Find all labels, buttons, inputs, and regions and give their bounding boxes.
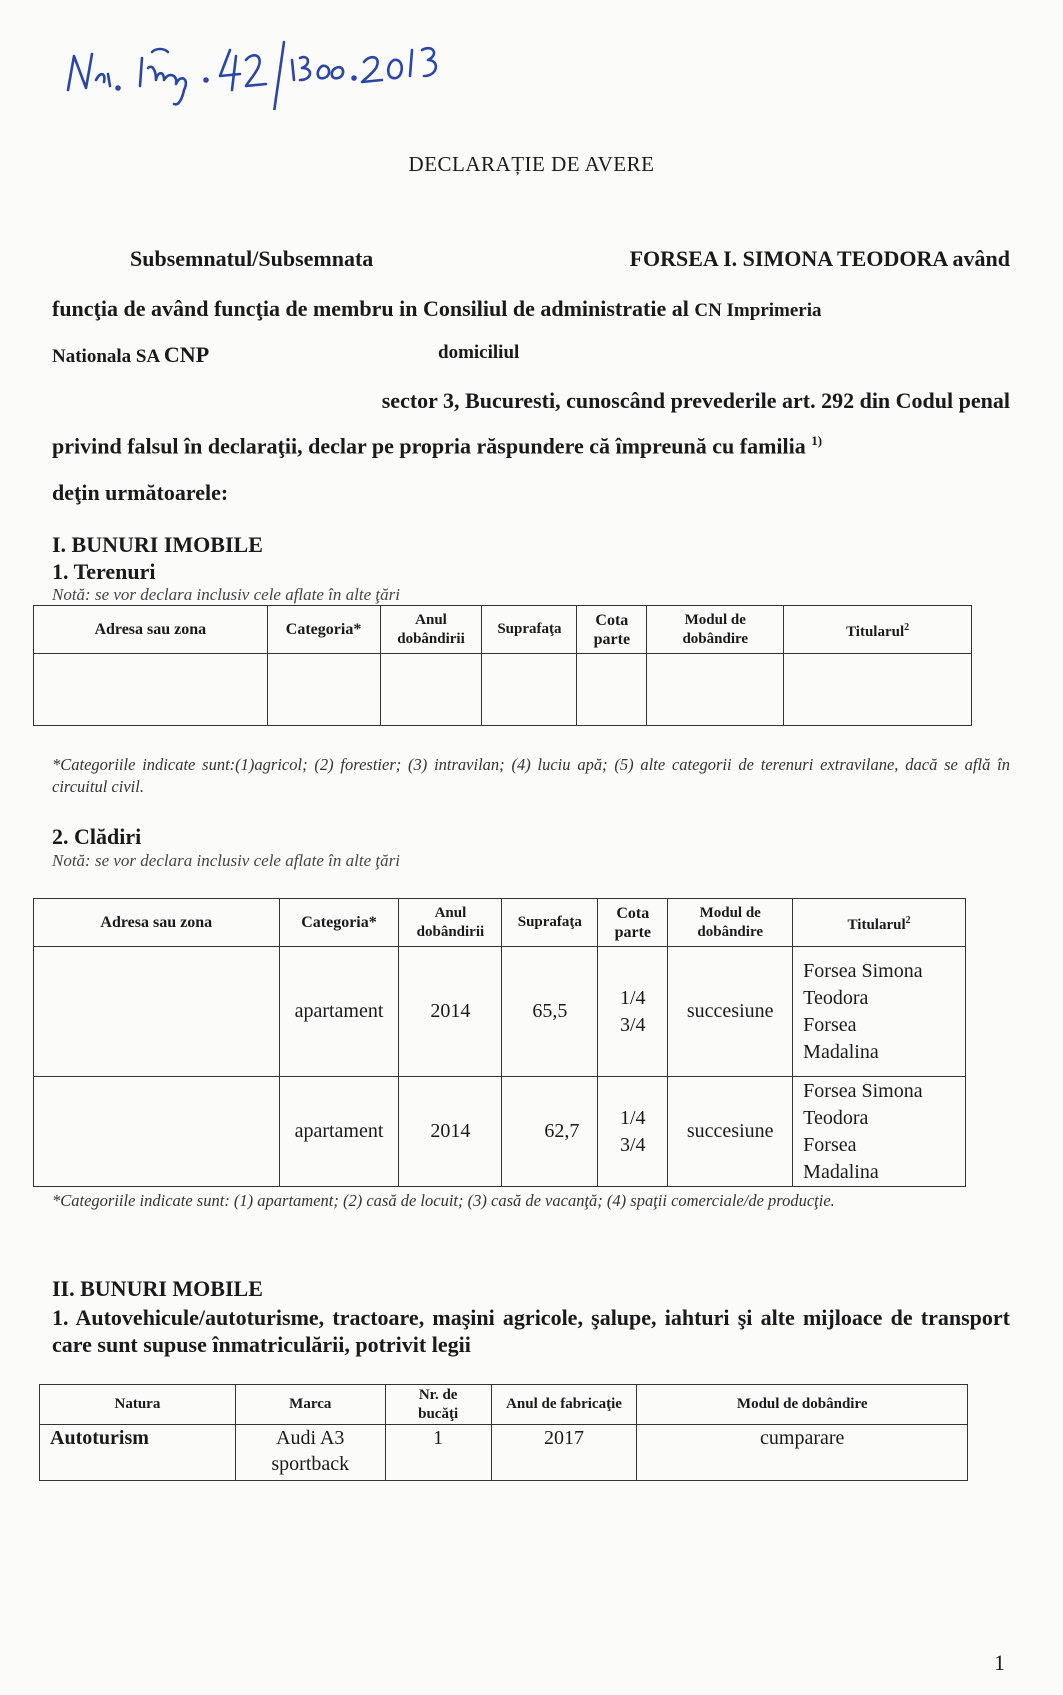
intro-line-5-text: privind falsul în declaraţii, declar pe propria răspundere că împreună cu familia [52, 433, 812, 459]
cladiri-table [33, 898, 966, 1187]
declarant-name-line [630, 246, 1010, 272]
cell-categoria: apartament [279, 1077, 399, 1187]
cnp-label: CNP [163, 342, 210, 367]
table-row [34, 1077, 966, 1187]
col-anul-fabricatie: Anul de fabricaţie [491, 1385, 637, 1425]
terenuri-footnote: *Categoriile indicate sunt:(1)agricol; (2) forestier; (3) intravilan; (4) luciu apă; (5) alte categorii de terenuri extravilane, dacă se află în circuitul civil. [52, 755, 1010, 796]
col-adresa: Adresa sau zona [34, 899, 280, 947]
cladiri-footnote: *Categoriile indicate sunt: (1) apartament; (2) casă de locuit; (3) casă de vacanţă; (4) spaţii comerciale/de producţie. [52, 1191, 835, 1210]
col-categoria: Categoria* [279, 899, 399, 947]
col-modul-dobandire: Modul de dobândire [637, 1385, 968, 1425]
table-row [34, 947, 966, 1077]
col-anul: Anul dobândirii [399, 899, 502, 947]
cell-titular: Forsea Simona Teodora Forsea Madalina [793, 947, 966, 1077]
table-row [40, 1425, 968, 1481]
declarant-name: FORSEA I. SIMONA TEODORA [629, 246, 948, 271]
col-modul: Modul de dobândire [668, 899, 793, 947]
terenuri-header-row [34, 606, 972, 654]
section-2-title: II. BUNURI MOBILE [52, 1276, 263, 1301]
col-titular: Titularul$^2$ [793, 899, 966, 947]
document-title: DECLARAȚIE DE AVERE [408, 152, 655, 176]
col-categoria: Categoria* [267, 606, 380, 654]
section-1-1-title: 1. Terenuri [52, 559, 156, 584]
col-modul: Modul de dobândire [647, 606, 784, 654]
cell-nr-bucati: 1 [385, 1425, 491, 1481]
terenuri-empty-row [34, 654, 972, 726]
section-1-1-note: Notă: se vor declara inclusiv cele aflate în alte ţări [52, 585, 400, 604]
intro-line-2 [52, 296, 1010, 322]
autovehicule-table [39, 1384, 968, 1481]
col-nr-bucati: Nr. de bucăţi [385, 1385, 491, 1425]
cell-anul: 2014 [399, 947, 502, 1077]
autovehicule-header-row [40, 1385, 968, 1425]
col-suprafata: Suprafaţa [482, 606, 577, 654]
intro-line-3 [52, 342, 1010, 368]
cell-marca: Audi A3 sportback [235, 1425, 385, 1481]
col-titular: Titularul$^2$ [784, 606, 972, 654]
intro-line-4: sector 3, Bucuresti, cunoscând prevederile art. 292 din Codul penal [381, 388, 1010, 413]
section-1-title: I. BUNURI IMOBILE [52, 532, 263, 557]
subsemnatul-label: Subsemnatul/Subsemnata [130, 246, 374, 271]
cell-anul: 2014 [399, 1077, 502, 1187]
terenuri-table [33, 605, 972, 726]
cladiri-header-row [34, 899, 966, 947]
cell-cota: 1/4 3/4 [598, 1077, 668, 1187]
col-adresa: Adresa sau zona [34, 606, 268, 654]
intro-line-6: deţin următoarele: [52, 480, 229, 505]
cell-categoria: apartament [279, 947, 399, 1077]
footnote-ref-1: 1) [811, 433, 823, 448]
col-cota: Cota parte [598, 899, 668, 947]
cell-natura: Autoturism [40, 1425, 236, 1481]
section-2-1-title: 1. Autovehicule/autoturisme, tractoare, maşini agricole, şalupe, iahturi şi alte mijloace de transport care sunt supuse înmatriculării, potrivit legii [52, 1305, 1010, 1357]
page-number: 1 [994, 1650, 1005, 1675]
avand-text: având [947, 246, 1010, 271]
cell-suprafata: 62,7 [502, 1077, 598, 1187]
col-cota: Cota parte [577, 606, 647, 654]
section-1-2-note: Notă: se vor declara inclusiv cele aflate în alte ţări [52, 851, 400, 870]
cell-modul-dobandire: cumparare [637, 1425, 968, 1481]
cell-modul: succesiune [668, 947, 793, 1077]
domiciliul-label: domiciliul [438, 342, 520, 363]
institution-text: CN Imprimeria [694, 300, 822, 321]
cell-adresa [34, 947, 280, 1077]
section-1-2-title: 2. Clădiri [52, 824, 142, 849]
intro-line-5 [52, 433, 1010, 459]
col-natura: Natura [40, 1385, 236, 1425]
handwritten-registration-note [60, 20, 480, 110]
cell-adresa [34, 1077, 280, 1187]
col-anul: Anul dobândirii [380, 606, 482, 654]
cell-titular: Forsea Simona Teodora Forsea Madalina [793, 1077, 966, 1187]
cell-anul-fabricatie: 2017 [491, 1425, 637, 1481]
col-suprafata: Suprafaţa [502, 899, 598, 947]
institution-text-cont: Nationala SA [52, 346, 164, 367]
cell-cota: 1/4 3/4 [598, 947, 668, 1077]
cell-modul: succesiune [668, 1077, 793, 1187]
function-text: funcţia de având funcţia de membru in Consiliul de administratie al [52, 296, 695, 321]
cell-suprafata: 65,5 [502, 947, 598, 1077]
col-marca: Marca [235, 1385, 385, 1425]
